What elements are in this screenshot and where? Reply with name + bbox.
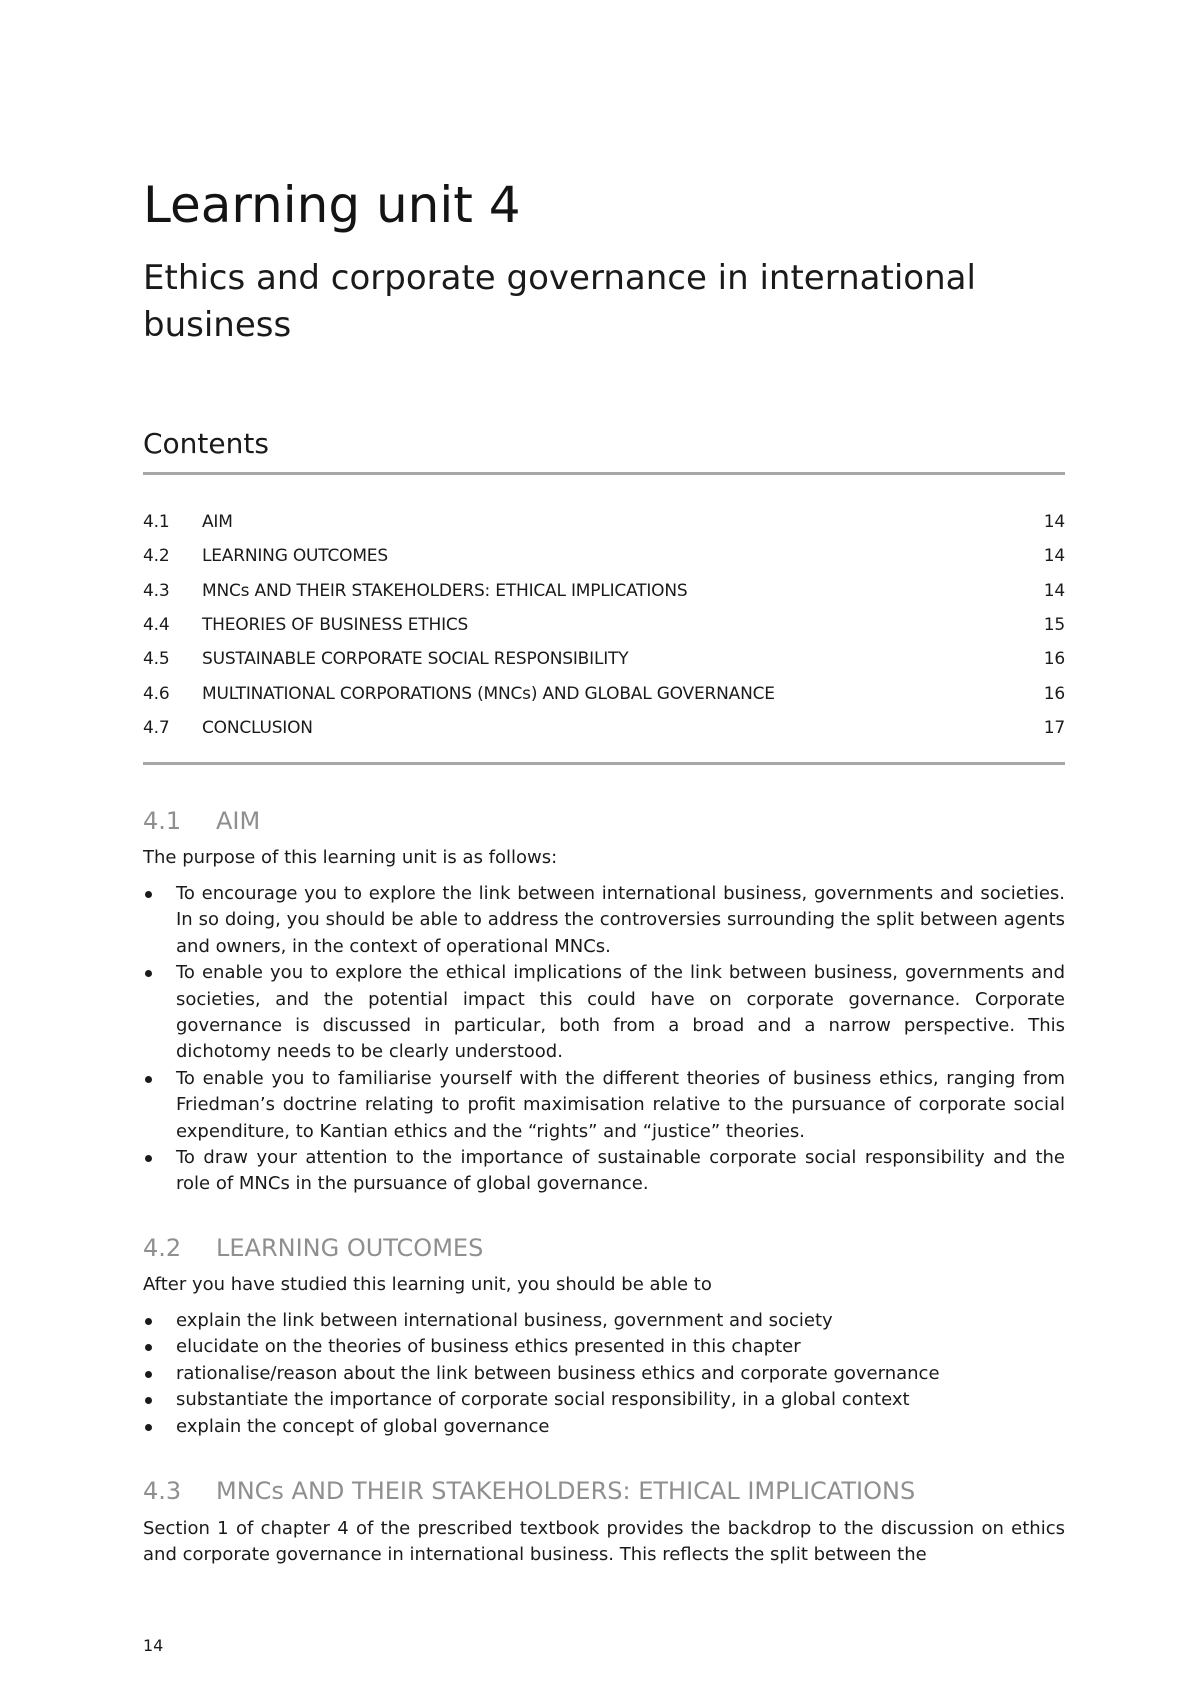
- aim-bullet-list: [143, 881, 1065, 1198]
- toc-item-title: LEARNING OUTCOMES: [202, 546, 388, 567]
- list-item: [143, 1414, 1065, 1440]
- toc-item[interactable]: [143, 574, 1065, 608]
- list-item-text: To draw your attention to the importance of sustainable corporate social responsibility and the role of MNCs in the pursuance of global governance.: [176, 1147, 1065, 1195]
- unit-subtitle: Ethics and corporate governance in international business: [143, 258, 976, 345]
- unit-title: Learning unit 4: [143, 176, 521, 234]
- toc-item-title: THEORIES OF BUSINESS ETHICS: [202, 615, 469, 636]
- bullet-icon: [145, 1371, 152, 1378]
- page-number: 14: [143, 1636, 164, 1655]
- toc-item-page: 14: [1043, 546, 1065, 567]
- list-item: [143, 1066, 1065, 1145]
- toc-item[interactable]: [143, 676, 1065, 710]
- list-item-text: To encourage you to explore the link between international business, governments and societies. In so doing, you should be able to address the controversies surrounding the split between agents and owners, in the context of operational MNCs.: [176, 883, 1065, 957]
- toc-item[interactable]: [143, 711, 1065, 745]
- toc-item-number: 4.2: [143, 546, 170, 567]
- bullet-icon: [145, 1344, 152, 1351]
- document-page: [143, 0, 1065, 1696]
- outcomes-intro: After you have studied this learning unit, you should be able to: [143, 1274, 712, 1295]
- toc-item-number: 4.6: [143, 683, 170, 704]
- list-item-text: explain the concept of global governance: [176, 1415, 550, 1437]
- section-title: AIM: [216, 807, 261, 835]
- bullet-icon: [145, 1076, 152, 1083]
- section-heading-learning-outcomes: [143, 1234, 483, 1262]
- toc-item-page: 16: [1043, 683, 1065, 704]
- outcomes-bullet-list: [143, 1308, 1065, 1440]
- toc-item-title: SUSTAINABLE CORPORATE SOCIAL RESPONSIBILITY: [202, 649, 629, 670]
- toc-item-page: 17: [1043, 717, 1065, 738]
- list-item: [143, 1308, 1065, 1334]
- list-item: [143, 1145, 1065, 1198]
- section-title: LEARNING OUTCOMES: [216, 1234, 484, 1262]
- list-item: [143, 960, 1065, 1066]
- toc-item-title: MULTINATIONAL CORPORATIONS (MNCs) AND GLOBAL GOVERNANCE: [202, 683, 775, 704]
- toc-item-page: 14: [1043, 512, 1065, 533]
- bullet-icon: [145, 1397, 152, 1404]
- toc-item-number: 4.7: [143, 717, 170, 738]
- list-item-text: explain the link between international business, government and society: [176, 1310, 833, 1331]
- list-item: [143, 1387, 1065, 1413]
- toc-item-page: 14: [1043, 580, 1065, 601]
- toc-item-number: 4.4: [143, 615, 170, 636]
- toc-item-page: 16: [1043, 649, 1065, 670]
- toc-item-number: 4.5: [143, 649, 170, 670]
- bullet-icon: [145, 1318, 152, 1325]
- bullet-icon: [145, 1155, 152, 1162]
- contents-top-divider: [143, 472, 1065, 475]
- bullet-icon: [145, 1424, 152, 1431]
- toc-item-number: 4.3: [143, 580, 170, 601]
- section-heading-stakeholders: [143, 1477, 915, 1505]
- toc-item[interactable]: [143, 642, 1065, 676]
- list-item-text: elucidate on the theories of business ethics presented in this chapter: [176, 1336, 801, 1358]
- aim-intro: The purpose of this learning unit is as follows:: [143, 847, 558, 868]
- toc-item-title: CONCLUSION: [202, 717, 313, 738]
- toc-item[interactable]: [143, 608, 1065, 642]
- list-item-text: rationalise/reason about the link between business ethics and corporate governance: [176, 1362, 940, 1384]
- toc-item-title: MNCs AND THEIR STAKEHOLDERS: ETHICAL IMPLICATIONS: [202, 580, 688, 601]
- contents-heading: Contents: [143, 427, 269, 460]
- list-item-text: substantiate the importance of corporate social responsibility, in a global context: [176, 1389, 910, 1411]
- toc-item-number: 4.1: [143, 512, 170, 533]
- bullet-icon: [145, 891, 152, 898]
- table-of-contents: [143, 505, 1065, 745]
- section-title: MNCs AND THEIR STAKEHOLDERS: ETHICAL IMPLICATIONS: [216, 1477, 916, 1505]
- section-number: 4.3: [143, 1477, 182, 1505]
- stakeholders-paragraph: Section 1 of chapter 4 of the prescribed textbook provides the backdrop to the discussion on ethics and corporate governance in international business. This reflects the split between the: [143, 1518, 1065, 1566]
- toc-item[interactable]: [143, 539, 1065, 573]
- list-item-text: To enable you to familiarise yourself with the different theories of business ethics, ranging from Friedman’s doctrine relating to profit maximisation relative to the pursuance of corporate social expenditure, to Kantian ethics and the “rights” and “justice” theories.: [176, 1067, 1065, 1142]
- list-item: [143, 881, 1065, 960]
- toc-item-title: AIM: [202, 512, 233, 533]
- list-item-text: To enable you to explore the ethical implications of the link between business, governments and societies, and the potential impact this could have on corporate governance. Corporate governance is discussed in particular, both from a broad and a narrow perspective. This dichotomy needs to be clearly understood.: [176, 962, 1065, 1063]
- section-number: 4.2: [143, 1234, 182, 1262]
- toc-item-page: 15: [1043, 615, 1065, 636]
- toc-item[interactable]: [143, 505, 1065, 539]
- list-item: [143, 1334, 1065, 1360]
- section-number: 4.1: [143, 807, 182, 835]
- contents-bottom-divider: [143, 762, 1065, 765]
- bullet-icon: [145, 970, 152, 977]
- list-item: [143, 1361, 1065, 1387]
- section-heading-aim: [143, 807, 260, 835]
